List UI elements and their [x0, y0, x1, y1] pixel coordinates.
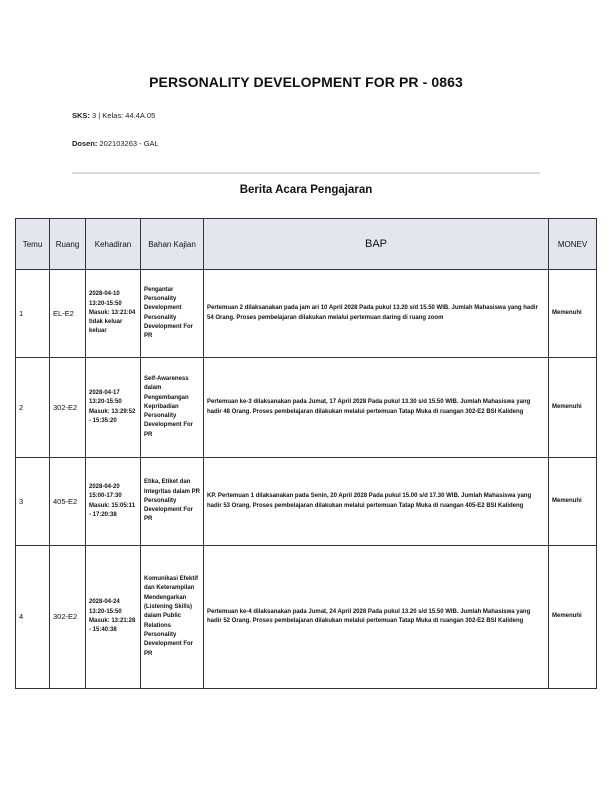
column-header-bap: BAP	[204, 219, 549, 270]
column-header-monev: MONEV	[549, 219, 597, 270]
dosen-value: 202103263 - GAL	[99, 139, 159, 148]
temu-cell: 1	[16, 270, 50, 358]
bap-table	[15, 218, 597, 689]
temu-cell: 4	[16, 546, 50, 689]
bahan-kajian-cell: Etika, Etiket dan Integritas dalam PR Personality Development For PR	[141, 458, 204, 546]
ruang-cell: 302-E2	[50, 546, 86, 689]
temu-cell: 3	[16, 458, 50, 546]
table-row	[16, 358, 597, 458]
kehadiran-cell: 2028-04-17 13:20-15:50 Masuk: 13:29:52 - 15:35:20	[86, 358, 141, 458]
column-header-kehadiran: Kehadiran	[86, 219, 141, 270]
bahan-kajian-cell: Self-Awareness dalam Pengembangan Kepribadian Personality Development For PR	[141, 358, 204, 458]
monev-cell: Memenuhi	[549, 546, 597, 689]
sks-line	[72, 111, 155, 120]
kehadiran-cell: 2028-04-20 15:00-17:30 Masuk: 15:05:11 - 17:20:38	[86, 458, 141, 546]
ruang-cell: 302-E2	[50, 358, 86, 458]
sks-label: SKS:	[72, 111, 90, 120]
bap-cell: Pertemuan ke-4 dilaksanakan pada Jumat, 24 April 2028 Pada pukul 13.20 s/d 15.50 WIB. Jumlah Mahasiswa yang hadir 52 Orang. Proses pembelajaran dilakukan melalui pertemuan Tatap Muka di ruangan 302-E2 BSI Kalideng	[204, 546, 549, 689]
dosen-label: Dosen:	[72, 139, 98, 148]
monev-cell: Memenuhi	[549, 358, 597, 458]
bap-cell: Pertemuan 2 dilaksanakan pada jam ari 10 April 2028 Pada pukul 13.20 s/d 15.50 WIB. Jumlah Mahasiswa yang hadir 54 Orang. Proses pembelajaran dilakukan melalui pertemuan daring di ruang zoom	[204, 270, 549, 358]
table-row	[16, 458, 597, 546]
column-header-bahan-kajian: Bahan Kajian	[141, 219, 204, 270]
monev-cell: Memenuhi	[549, 270, 597, 358]
section-title: Berita Acara Pengajaran	[239, 184, 373, 196]
bahan-kajian-cell: Pengantar Personality Development Personality Development For PR	[141, 270, 204, 358]
bap-cell: KP. Pertemuan 1 dilaksanakan pada Senin, 20 April 2028 Pada pukul 15.00 s/d 17.30 WIB. Jumlah Mahasiswa yang hadir 53 Orang. Proses pembelajaran dilakukan melalui pertemuan Tatap Muka di ruangan 405-E2 BSI Kalideng	[204, 458, 549, 546]
sks-value: 3 | Kelas: 44.4A.05	[92, 111, 156, 120]
table-header-row	[16, 219, 597, 270]
table-row	[16, 546, 597, 689]
monev-cell: Memenuhi	[549, 458, 597, 546]
kehadiran-cell: 2028-04-24 13:20-15:50 Masuk: 13:21:28 - 15:40:38	[86, 546, 141, 689]
dosen-line	[72, 139, 159, 148]
page-title: PERSONALITY DEVELOPMENT FOR PR - 0863	[149, 74, 463, 90]
ruang-cell: EL-E2	[50, 270, 86, 358]
ruang-cell: 405-E2	[50, 458, 86, 546]
table-row	[16, 270, 597, 358]
column-header-temu: Temu	[16, 219, 50, 270]
kehadiran-cell: 2028-04-10 13:20-15:50 Masuk: 13:21:04 tidak keluar keluar	[86, 270, 141, 358]
bahan-kajian-cell: Komunikasi Efektif dan Keterampilan Mendengarkan (Listening Skills) dalam Public Relations Personality Development For PR	[141, 546, 204, 689]
bap-cell: Pertemuan ke-3 dilaksanakan pada Jumat, 17 April 2028 Pada pukul 13.30 s/d 15.50 WIB. Jumlah Mahasiswa yang hadir 48 Orang. Proses pembelajaran dilakukan melalui pertemuan Tatap Muka di ruangan 302-E2 BSI Kalideng	[204, 358, 549, 458]
temu-cell: 2	[16, 358, 50, 458]
divider	[72, 172, 540, 174]
column-header-ruang: Ruang	[50, 219, 86, 270]
